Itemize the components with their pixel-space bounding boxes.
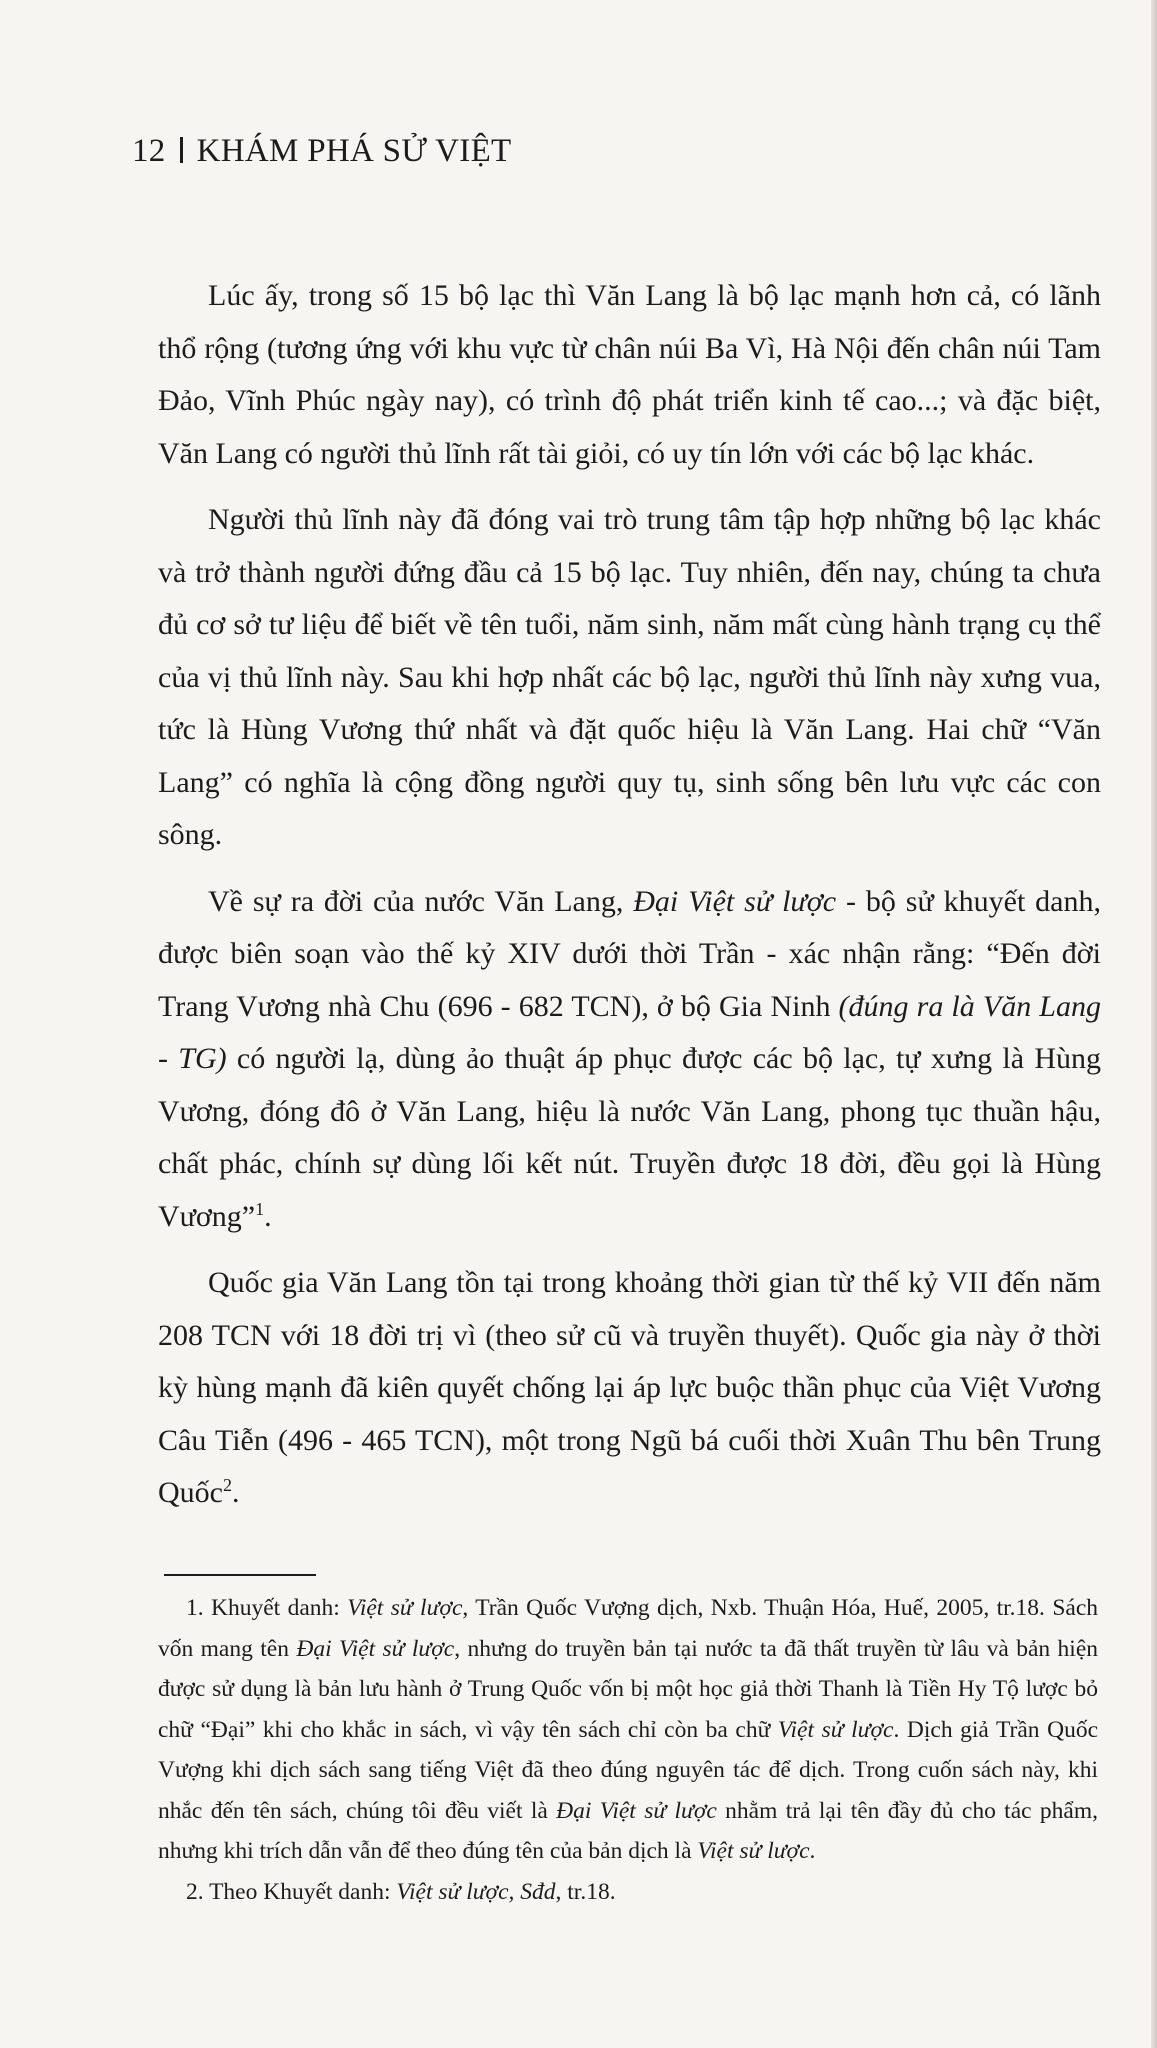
book-title-italic: Việt sử lược: [777, 1716, 894, 1743]
text-run: . Dịch giả Trần Quốc Vượng khi dịch sách sang tiếng Việt đã theo đúng nguyên tác để dịch. Trong cuốn sách này, khi nhắc đến tên sách, chúng tôi đều viết là: [158, 1716, 1098, 1824]
text-run: nhằm trả lại tên đầy đủ cho tác phẩm, nhưng khi trích dẫn vẫn để theo đúng tên của bản dịch là: [158, 1797, 1098, 1864]
page-number: 12: [132, 133, 166, 169]
footnote-2: [158, 1872, 1098, 1913]
paragraph-4: [158, 1257, 1101, 1520]
text-run: .: [264, 1199, 272, 1233]
footnote-ref-1: 1: [255, 1198, 265, 1219]
paragraph-2: Người thủ lĩnh này đã đóng vai trò trung tâm tập hợp những bộ lạc khác và trở thành người đứng đầu cả 15 bộ lạc. Tuy nhiên, đến nay, chúng ta chưa đủ cơ sở tư liệu để biết về tên tuổi, năm sinh, năm mất cùng hành trạng cụ thể của vị thủ lĩnh này. Sau khi hợp nhất các bộ lạc, người thủ lĩnh này xưng vua, tức là Hùng Vương thứ nhất và đặt quốc hiệu là Văn Lang. Hai chữ “Văn Lang” có nghĩa là cộng đồng người quy tụ, sinh sống bên lưu vực các con sông.: [158, 503, 1101, 851]
book-title-italic: Đại Việt sử lược: [633, 884, 837, 918]
text-run: 2. Theo Khuyết danh:: [186, 1878, 397, 1905]
paragraph-3: [158, 876, 1101, 1244]
main-text: [158, 270, 1101, 1534]
book-title: KHÁM PHÁ SỬ VIỆT: [196, 133, 512, 169]
footnotes: [158, 1588, 1098, 1912]
text-run: 1. Khuyết danh:: [186, 1595, 348, 1621]
header-separator: [180, 137, 183, 163]
book-title-italic: Việt sử lược: [347, 1595, 463, 1621]
text-run: .: [231, 1476, 240, 1509]
paragraph-1: Lúc ấy, trong số 15 bộ lạc thì Văn Lang là bộ lạc mạnh hơn cả, có lãnh thổ rộng (tương ứng với khu vực từ chân núi Ba Vì, Hà Nội đến chân núi Tam Đảo, Vĩnh Phúc ngày nay), có trình độ phát triển kinh tế cao...; và đặc biệt, Văn Lang có người thủ lĩnh rất tài giỏi, có uy tín lớn với các bộ lạc khác.: [158, 279, 1101, 470]
text-run: Quốc gia Văn Lang tồn tại trong khoảng thời gian từ thế kỷ VII đến năm 208 TCN với 18 đời trị vì (theo sử cũ và truyền thuyết). Quốc gia này ở thời kỳ hùng mạnh đã kiên quyết chống lại áp lực buộc thần phục của Việt Vương Câu Tiễn (496 - 465 TCN), một trong Ngũ bá cuối thời Xuân Thu bên Trung Quốc: [158, 1266, 1101, 1509]
footnote-ref-2: 2: [222, 1475, 232, 1495]
text-run: , Trần Quốc Vượng dịch, Nxb. Thuận Hóa, Huế, 2005, tr.18. Sách vốn mang tên: [158, 1595, 1098, 1662]
book-title-italic: Đại Việt sử lược: [296, 1635, 455, 1662]
book-title-italic: Việt sử lược: [697, 1838, 810, 1864]
running-header: [132, 133, 512, 170]
page-edge: [1151, 0, 1157, 2048]
footnote-1: [158, 1588, 1098, 1872]
text-run: - bộ sử khuyết danh, được biên soạn vào thế kỷ XIV dưới thời Trần - xác nhận rằng: “Đến đời Trang Vương nhà Chu (696 - 682 TCN), ở bộ Gia Ninh: [158, 884, 1101, 1023]
text-run: có người lạ, dùng ảo thuật áp phục được các bộ lạc, tự xưng là Hùng Vương, đóng đô ở Văn Lang, hiệu là nước Văn Lang, phong tục thuần hậu, chất phác, chính sự dùng lối kết nút. Truyền được 18 đời, đều gọi là Hùng Vương”: [158, 1042, 1101, 1233]
book-title-italic: Đại Việt sử lược: [556, 1797, 717, 1824]
text-run: Về sự ra đời của nước Văn Lang,: [208, 884, 634, 918]
text-run: .: [809, 1838, 816, 1864]
book-title-italic: Việt sử lược, Sđd: [396, 1878, 556, 1905]
author-note-italic: (đúng ra là Văn Lang - TG): [158, 989, 1101, 1075]
text-run: , tr.18.: [555, 1878, 616, 1905]
footnote-divider: [164, 1574, 316, 1576]
text-run: , nhưng do truyền bản tại nước ta đã thất truyền từ lâu và bản hiện được sử dụng là bản lưu hành ở Trung Quốc vốn bị một học giả thời Thanh là Tiền Hy Tộ lược bỏ chữ “Đại” khi cho khắc in sách, vì vậy tên sách chỉ còn ba chữ: [158, 1635, 1098, 1743]
